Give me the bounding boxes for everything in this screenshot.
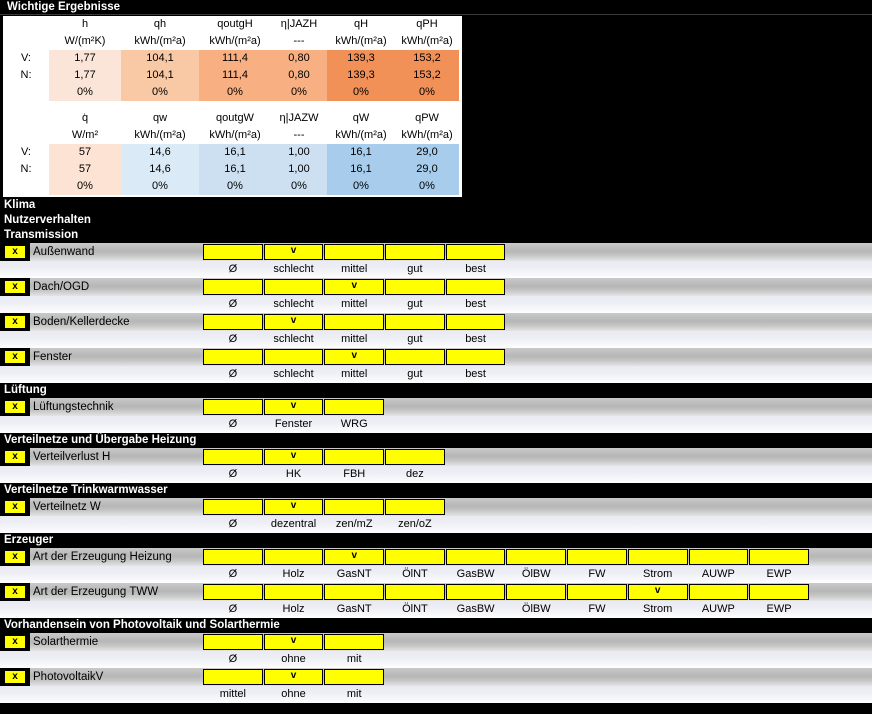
choice-cell-Art-der-Erzeugung-Heizung-9[interactable] [749, 549, 809, 565]
parameter-selector-section [0, 198, 872, 714]
choice-cell-Lueftungstechnik-1[interactable]: v [264, 399, 324, 415]
choice-label-Art-der-Erzeugung-TWW-6: FW [588, 603, 606, 615]
row-band [30, 498, 872, 516]
column-unit: kWh/(m²a) [209, 35, 261, 47]
column-header [3, 110, 49, 127]
choice-cell-Verteilverlust-H-2[interactable] [324, 449, 384, 465]
table-row [3, 84, 459, 101]
choice-cell-Fenster-0[interactable] [203, 349, 263, 365]
choice-cell-Dach-OGD-2[interactable]: v [324, 279, 384, 295]
choice-cell-Fenster-4[interactable] [446, 349, 506, 365]
table-cell: 0% [395, 178, 459, 195]
option-row-PhotovoltaikV [0, 668, 872, 686]
table-row [3, 161, 459, 178]
option-row-Boden-Kellerdecke [0, 313, 872, 331]
table-unit-row [3, 127, 459, 144]
checkbox-PhotovoltaikV[interactable]: x [4, 670, 26, 684]
choice-label-Art-der-Erzeugung-Heizung-0: Ø [228, 568, 238, 580]
column-unit: kWh/(m²a) [401, 35, 453, 47]
choice-cell-Boden-Kellerdecke-2[interactable] [324, 314, 384, 330]
choice-label-row-PhotovoltaikV [0, 686, 872, 703]
choice-label-Boden-Kellerdecke-4: best [465, 333, 486, 345]
table-cell: 1,00 [271, 144, 327, 161]
column-header: qW [352, 112, 370, 124]
choice-label-Verteilverlust-H-3: dez [406, 468, 424, 480]
row-label: V: [21, 146, 31, 158]
choice-label-Art-der-Erzeugung-Heizung-2: GasNT [336, 568, 372, 580]
table-cell: 104,1 [121, 67, 199, 84]
choice-cells [203, 499, 446, 515]
table-cell: 0% [271, 178, 327, 195]
column-header: η|JAZH [280, 18, 318, 30]
table-cell: 0% [271, 84, 327, 101]
row-label: N: [20, 69, 32, 81]
choice-cell-Dach-OGD-1[interactable] [264, 279, 324, 295]
column-unit: W/m² [71, 129, 99, 141]
choice-label-Solarthermie-1: ohne [281, 653, 306, 665]
option-label: Lüftungstechnik [33, 401, 114, 413]
table-cell: 14,6 [121, 161, 199, 178]
table-cell: 29,0 [395, 161, 459, 178]
choice-cell-Aussenwand-1[interactable]: v [264, 244, 324, 260]
choice-label-Verteilverlust-H-2: FBH [343, 468, 366, 480]
column-unit: kWh/(m²a) [335, 35, 387, 47]
option-row-Dach-OGD [0, 278, 872, 296]
choice-label-PhotovoltaikV-0: mittel [219, 688, 246, 700]
choice-label-Fenster-3: gut [407, 368, 423, 380]
choice-cell-Aussenwand-0[interactable] [203, 244, 263, 260]
choice-cell-Art-der-Erzeugung-TWW-8[interactable] [689, 584, 749, 600]
column-header: h [81, 18, 89, 30]
table-cell: 0% [327, 178, 395, 195]
choice-cell-Boden-Kellerdecke-4[interactable] [446, 314, 506, 330]
choice-cell-Art-der-Erzeugung-TWW-5[interactable] [506, 584, 566, 600]
checkbox-Lueftungstechnik[interactable]: x [4, 400, 26, 414]
checkbox-Aussenwand[interactable]: x [4, 245, 26, 259]
choice-cells [203, 349, 506, 365]
table-cell: 0% [121, 178, 199, 195]
choice-cell-Fenster-1[interactable] [264, 349, 324, 365]
choice-cell-Art-der-Erzeugung-TWW-4[interactable] [446, 584, 506, 600]
table-row [3, 67, 459, 84]
choice-cell-PhotovoltaikV-1[interactable]: v [264, 669, 324, 685]
column-unit [3, 33, 49, 50]
column-header: qh [153, 18, 167, 30]
group-header-photovoltaik-solarthermie: Vorhandensein von Photovoltaik und Solarthermie [0, 618, 872, 633]
option-row-Aussenwand [0, 243, 872, 261]
group-header-transmission: Transmission [0, 228, 872, 243]
checkbox-Boden-Kellerdecke[interactable]: x [4, 315, 26, 329]
row-band [30, 668, 872, 686]
column-header [3, 16, 49, 33]
choice-cell-Art-der-Erzeugung-Heizung-5[interactable] [506, 549, 566, 565]
option-label: Boden/Kellerdecke [33, 316, 130, 328]
table-cell: 139,3 [327, 67, 395, 84]
choice-cells [203, 449, 446, 465]
choice-label-Lueftungstechnik-1: Fenster [274, 418, 313, 430]
choice-label-row-Solarthermie [0, 651, 872, 668]
column-unit: kWh/(m²a) [209, 129, 261, 141]
group-header-verteilnetze-trinkwarmwasser: Verteilnetze Trinkwarmwasser [0, 483, 872, 498]
option-row-Solarthermie [0, 633, 872, 651]
choice-cell-Art-der-Erzeugung-TWW-9[interactable] [749, 584, 809, 600]
checkbox-Solarthermie[interactable]: x [4, 635, 26, 649]
choice-label-row-Verteilverlust-H [0, 466, 872, 483]
table-cell: 0,80 [271, 50, 327, 67]
water-results-table [3, 110, 459, 195]
column-header: qH [353, 18, 369, 30]
choice-cell-Aussenwand-2[interactable] [324, 244, 384, 260]
choice-cells [203, 399, 385, 415]
column-header: qoutgH [217, 18, 253, 30]
group-header-verteilnetze-heizung: Verteilnetze und Übergabe Heizung [0, 433, 872, 448]
table-cell: 153,2 [395, 67, 459, 84]
results-title: Wichtige Ergebnisse [0, 0, 872, 15]
choice-cell-Art-der-Erzeugung-Heizung-6[interactable] [567, 549, 627, 565]
table-cell: 0% [49, 84, 121, 101]
choice-cell-Boden-Kellerdecke-0[interactable] [203, 314, 263, 330]
row-label: V: [21, 52, 31, 64]
table-cell: 0,80 [271, 67, 327, 84]
option-label: Außenwand [33, 246, 95, 258]
choice-cell-Aussenwand-3[interactable] [385, 244, 445, 260]
choice-cell-Art-der-Erzeugung-TWW-3[interactable] [385, 584, 445, 600]
table-cell: 16,1 [327, 144, 395, 161]
group-header-klima: Klima [0, 198, 872, 213]
choice-cell-Art-der-Erzeugung-Heizung-1[interactable] [264, 549, 324, 565]
choice-label-Verteilnetz-W-1: dezentral [270, 518, 317, 530]
choice-cells [203, 584, 810, 600]
choice-label-Art-der-Erzeugung-Heizung-9: EWP [766, 568, 792, 580]
choice-label-Art-der-Erzeugung-TWW-7: Strom [642, 603, 673, 615]
choice-label-Art-der-Erzeugung-Heizung-1: Holz [282, 568, 305, 580]
choice-cell-Art-der-Erzeugung-TWW-7[interactable]: v [628, 584, 688, 600]
option-label: Art der Erzeugung Heizung [33, 551, 172, 563]
option-row-Verteilnetz-W [0, 498, 872, 516]
table-cell: 16,1 [199, 144, 271, 161]
choice-label-Verteilnetz-W-3: zen/oZ [398, 518, 432, 530]
table-cell: 57 [49, 161, 121, 178]
choice-label-Art-der-Erzeugung-TWW-4: GasBW [456, 603, 495, 615]
choice-cell-Fenster-2[interactable]: v [324, 349, 384, 365]
table-cell: 153,2 [395, 50, 459, 67]
option-row-Verteilverlust-H [0, 448, 872, 466]
column-unit [3, 127, 49, 144]
column-unit: kWh/(m²a) [134, 129, 186, 141]
choice-label-PhotovoltaikV-2: mit [346, 688, 362, 700]
column-unit: kWh/(m²a) [134, 35, 186, 47]
choice-cell-Solarthermie-0[interactable] [203, 634, 263, 650]
table-cell: 1,77 [49, 67, 121, 84]
choice-cell-PhotovoltaikV-2[interactable] [324, 669, 384, 685]
checkbox-Verteilnetz-W[interactable]: x [4, 500, 26, 514]
table-header-row [3, 110, 459, 127]
option-label: Solarthermie [33, 636, 99, 648]
choice-cell-Art-der-Erzeugung-Heizung-7[interactable] [628, 549, 688, 565]
choice-cell-Verteilnetz-W-0[interactable] [203, 499, 263, 515]
table-row [3, 144, 459, 161]
choice-label-Art-der-Erzeugung-Heizung-8: AUWP [701, 568, 735, 580]
choice-cell-Art-der-Erzeugung-TWW-6[interactable] [567, 584, 627, 600]
choice-label-Art-der-Erzeugung-Heizung-5: ÖlBW [521, 568, 551, 580]
choice-label-row-Verteilnetz-W [0, 516, 872, 533]
choice-label-Art-der-Erzeugung-TWW-1: Holz [282, 603, 305, 615]
choice-label-Aussenwand-1: schlecht [273, 263, 314, 275]
table-cell: 57 [49, 144, 121, 161]
choice-label-row-Lueftungstechnik [0, 416, 872, 433]
choice-label-Fenster-4: best [465, 368, 486, 380]
choice-label-Boden-Kellerdecke-0: Ø [228, 333, 238, 345]
option-label: Verteilnetz W [33, 501, 101, 513]
choice-label-Verteilverlust-H-1: HK [285, 468, 302, 480]
checkbox-Art-der-Erzeugung-Heizung[interactable]: x [4, 550, 26, 564]
column-header: qw [152, 112, 168, 124]
group-header-nutzerverhalten: Nutzerverhalten [0, 213, 872, 228]
choice-label-row-Aussenwand [0, 261, 872, 278]
column-unit: kWh/(m²a) [335, 129, 387, 141]
choice-label-row-Art-der-Erzeugung-Heizung [0, 566, 872, 583]
choice-label-Verteilnetz-W-2: zen/mZ [335, 518, 373, 530]
choice-cells [203, 244, 506, 260]
row-label [3, 84, 49, 101]
table-cell: 104,1 [121, 50, 199, 67]
choice-label-Solarthermie-2: mit [346, 653, 362, 665]
choice-cell-Art-der-Erzeugung-Heizung-2[interactable]: v [324, 549, 384, 565]
choice-cell-Art-der-Erzeugung-Heizung-4[interactable] [446, 549, 506, 565]
table-row [3, 50, 459, 67]
choice-cell-Lueftungstechnik-2[interactable] [324, 399, 384, 415]
choice-label-Dach-OGD-2: mittel [341, 298, 368, 310]
choice-cell-Art-der-Erzeugung-Heizung-0[interactable] [203, 549, 263, 565]
choice-label-Art-der-Erzeugung-TWW-3: ÖlNT [402, 603, 428, 615]
column-unit: --- [293, 129, 305, 141]
choice-label-PhotovoltaikV-1: ohne [281, 688, 306, 700]
option-label: Art der Erzeugung TWW [33, 586, 159, 598]
table-cell: 0% [199, 84, 271, 101]
checkbox-Verteilverlust-H[interactable]: x [4, 450, 26, 464]
checkbox-Art-der-Erzeugung-TWW[interactable]: x [4, 585, 26, 599]
table-cell: 0% [121, 84, 199, 101]
choice-cell-Verteilverlust-H-0[interactable] [203, 449, 263, 465]
option-label: Verteilverlust H [33, 451, 111, 463]
table-header-row [3, 16, 459, 33]
choice-label-Fenster-0: Ø [228, 368, 238, 380]
choice-cell-Art-der-Erzeugung-TWW-2[interactable] [324, 584, 384, 600]
group-header-lueftung: Lüftung [0, 383, 872, 398]
choice-cell-Verteilverlust-H-1[interactable]: v [264, 449, 324, 465]
choice-label-Dach-OGD-4: best [465, 298, 486, 310]
choice-cell-Dach-OGD-3[interactable] [385, 279, 445, 295]
column-unit: --- [293, 35, 305, 47]
choice-label-Verteilverlust-H-0: Ø [228, 468, 238, 480]
table-cell: 0% [395, 84, 459, 101]
results-panel [0, 16, 462, 197]
choice-cells [203, 669, 385, 685]
choice-label-Art-der-Erzeugung-TWW-9: EWP [766, 603, 792, 615]
table-cell: 1,77 [49, 50, 121, 67]
choice-cell-Dach-OGD-4[interactable] [446, 279, 506, 295]
choice-cell-Art-der-Erzeugung-TWW-0[interactable] [203, 584, 263, 600]
column-header: qoutgW [216, 112, 254, 124]
choice-label-Art-der-Erzeugung-TWW-2: GasNT [336, 603, 372, 615]
option-row-Lueftungstechnik [0, 398, 872, 416]
choice-label-Art-der-Erzeugung-TWW-0: Ø [228, 603, 238, 615]
choice-label-Dach-OGD-0: Ø [228, 298, 238, 310]
table-unit-row [3, 33, 459, 50]
option-label: Fenster [33, 351, 72, 363]
choice-cells [203, 279, 506, 295]
choice-label-Art-der-Erzeugung-Heizung-7: Strom [642, 568, 673, 580]
choice-label-Boden-Kellerdecke-1: schlecht [273, 333, 314, 345]
column-header: η|JAZW [279, 112, 319, 124]
choice-cell-Lueftungstechnik-0[interactable] [203, 399, 263, 415]
column-unit: W/(m²K) [64, 35, 106, 47]
choice-label-row-Dach-OGD [0, 296, 872, 313]
choice-cell-Art-der-Erzeugung-Heizung-3[interactable] [385, 549, 445, 565]
choice-label-Aussenwand-4: best [465, 263, 486, 275]
choice-cell-Dach-OGD-0[interactable] [203, 279, 263, 295]
table-cell: 111,4 [199, 50, 271, 67]
option-label: PhotovoltaikV [33, 671, 104, 683]
choice-label-Fenster-2: mittel [341, 368, 368, 380]
choice-cell-Art-der-Erzeugung-Heizung-8[interactable] [689, 549, 749, 565]
choice-cell-Solarthermie-1[interactable]: v [264, 634, 324, 650]
choice-cells [203, 549, 810, 565]
table-cell: 0% [199, 178, 271, 195]
option-row-Fenster [0, 348, 872, 366]
table-cell: 14,6 [121, 144, 199, 161]
table-cell: 0% [327, 84, 395, 101]
choice-cell-Fenster-3[interactable] [385, 349, 445, 365]
choice-label-Solarthermie-0: Ø [228, 653, 238, 665]
table-cell: 16,1 [327, 161, 395, 178]
option-row-Art-der-Erzeugung-TWW [0, 583, 872, 601]
choice-label-Verteilnetz-W-0: Ø [228, 518, 238, 530]
choice-cell-Art-der-Erzeugung-TWW-1[interactable] [264, 584, 324, 600]
group-header-erzeuger: Erzeuger [0, 533, 872, 548]
choice-cell-Verteilnetz-W-1[interactable]: v [264, 499, 324, 515]
choice-label-row-Art-der-Erzeugung-TWW [0, 601, 872, 618]
choice-label-Aussenwand-2: mittel [341, 263, 368, 275]
choice-label-Boden-Kellerdecke-3: gut [407, 333, 423, 345]
column-header: qPW [415, 112, 439, 124]
choice-cell-Verteilnetz-W-3[interactable] [385, 499, 445, 515]
choice-cell-PhotovoltaikV-0[interactable] [203, 669, 263, 685]
choice-label-Dach-OGD-3: gut [407, 298, 423, 310]
choice-cell-Verteilnetz-W-2[interactable] [324, 499, 384, 515]
choice-label-Art-der-Erzeugung-Heizung-6: FW [588, 568, 606, 580]
choice-cells [203, 634, 385, 650]
option-row-Art-der-Erzeugung-Heizung [0, 548, 872, 566]
checkbox-Dach-OGD[interactable]: x [4, 280, 26, 294]
choice-label-Boden-Kellerdecke-2: mittel [341, 333, 368, 345]
choice-cell-Verteilverlust-H-3[interactable] [385, 449, 445, 465]
choice-label-Art-der-Erzeugung-TWW-5: ÖlBW [521, 603, 551, 615]
choice-label-Aussenwand-3: gut [407, 263, 423, 275]
row-band [30, 398, 872, 416]
heating-results-table [3, 16, 459, 101]
column-header: qPH [416, 18, 438, 30]
choice-label-row-Fenster [0, 366, 872, 383]
option-label: Dach/OGD [33, 281, 90, 293]
choice-cell-Solarthermie-2[interactable] [324, 634, 384, 650]
choice-cell-Boden-Kellerdecke-1[interactable]: v [264, 314, 324, 330]
choice-label-Art-der-Erzeugung-Heizung-3: ÖlNT [402, 568, 428, 580]
table-cell: 29,0 [395, 144, 459, 161]
choice-label-Fenster-1: schlecht [273, 368, 314, 380]
table-cell: 111,4 [199, 67, 271, 84]
table-cell: 0% [49, 178, 121, 195]
table-cell: 139,3 [327, 50, 395, 67]
row-band [30, 633, 872, 651]
choice-cell-Boden-Kellerdecke-3[interactable] [385, 314, 445, 330]
choice-label-Art-der-Erzeugung-TWW-8: AUWP [701, 603, 735, 615]
table-cell: 16,1 [199, 161, 271, 178]
column-unit: kWh/(m²a) [401, 129, 453, 141]
choice-label-Lueftungstechnik-2: WRG [340, 418, 368, 430]
choice-label-Art-der-Erzeugung-Heizung-4: GasBW [456, 568, 495, 580]
row-label: N: [20, 163, 32, 175]
choice-cell-Aussenwand-4[interactable] [446, 244, 506, 260]
choice-cells [203, 314, 506, 330]
row-label [3, 178, 49, 195]
table-cell: 1,00 [271, 161, 327, 178]
choice-label-Aussenwand-0: Ø [228, 263, 238, 275]
choice-label-row-Boden-Kellerdecke [0, 331, 872, 348]
row-band [30, 448, 872, 466]
results-section [0, 0, 872, 198]
checkbox-Fenster[interactable]: x [4, 350, 26, 364]
choice-label-Dach-OGD-1: schlecht [273, 298, 314, 310]
choice-label-Lueftungstechnik-0: Ø [228, 418, 238, 430]
column-header: q̇ [81, 112, 89, 124]
table-row [3, 178, 459, 195]
